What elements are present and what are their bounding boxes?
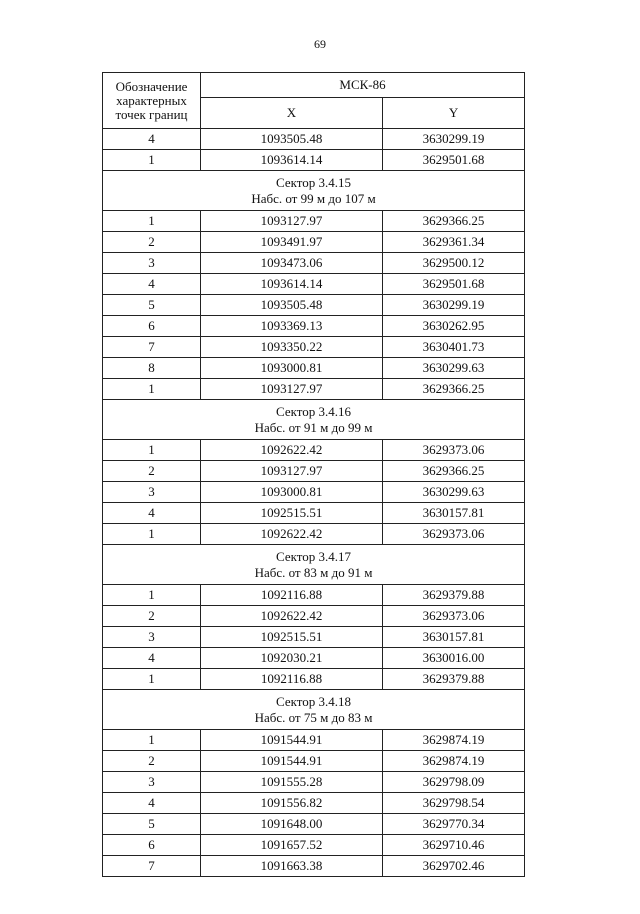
table-row <box>103 856 525 877</box>
x-coordinate-cell: 1093614.14 <box>201 150 383 171</box>
x-coordinate-cell: 1093473.06 <box>201 253 383 274</box>
table-row <box>103 585 525 606</box>
y-coordinate-cell: 3629702.46 <box>383 856 525 877</box>
y-coordinate-cell: 3629373.06 <box>383 440 525 461</box>
y-coordinate-cell: 3630157.81 <box>383 503 525 524</box>
y-coordinate-cell: 3629366.25 <box>383 379 525 400</box>
table-row <box>103 730 525 751</box>
table-row <box>103 772 525 793</box>
y-coordinate-cell: 3629379.88 <box>383 669 525 690</box>
y-coordinate-cell: 3629373.06 <box>383 606 525 627</box>
table-row <box>103 669 525 690</box>
x-coordinate-cell: 1093369.13 <box>201 316 383 337</box>
point-number-cell: 2 <box>103 606 201 627</box>
x-coordinate-cell: 1093000.81 <box>201 358 383 379</box>
point-number-cell: 3 <box>103 482 201 503</box>
point-number-cell: 5 <box>103 295 201 316</box>
table-row <box>103 295 525 316</box>
sector-elevation-range: Набс. от 83 м до 91 м <box>254 564 373 580</box>
point-number-cell: 6 <box>103 316 201 337</box>
x-coordinate-cell: 1091544.91 <box>201 730 383 751</box>
y-coordinate-cell: 3629710.46 <box>383 835 525 856</box>
table-row <box>103 316 525 337</box>
table-row <box>103 337 525 358</box>
x-column-header: X <box>201 98 383 129</box>
sector-header <box>103 545 525 585</box>
x-coordinate-cell: 1091648.00 <box>201 814 383 835</box>
point-number-cell: 7 <box>103 337 201 358</box>
sector-title: Сектор 3.4.15 <box>276 174 352 190</box>
point-number-cell: 1 <box>103 730 201 751</box>
x-coordinate-cell: 1093000.81 <box>201 482 383 503</box>
table-row <box>103 627 525 648</box>
page-number: 69 <box>314 37 326 51</box>
table-row <box>103 232 525 253</box>
y-coordinate-cell: 3629500.12 <box>383 253 525 274</box>
point-number-cell: 3 <box>103 627 201 648</box>
x-coordinate-cell: 1091555.28 <box>201 772 383 793</box>
x-coordinate-cell: 1093127.97 <box>201 461 383 482</box>
table-row <box>103 129 525 150</box>
table-row <box>103 274 525 295</box>
point-number-cell: 2 <box>103 232 201 253</box>
sector-header <box>103 400 525 440</box>
x-coordinate-cell: 1093127.97 <box>201 211 383 232</box>
coordinates-table <box>102 72 525 877</box>
coordinate-system-header: МСК-86 <box>201 73 525 98</box>
table-header <box>103 73 525 129</box>
point-number-cell: 4 <box>103 129 201 150</box>
table-row <box>103 379 525 400</box>
point-number-cell: 1 <box>103 669 201 690</box>
y-coordinate-cell: 3629366.25 <box>383 461 525 482</box>
table-row <box>103 358 525 379</box>
point-number-cell: 2 <box>103 461 201 482</box>
x-coordinate-cell: 1092622.42 <box>201 606 383 627</box>
x-coordinate-cell: 1093614.14 <box>201 274 383 295</box>
point-number-cell: 4 <box>103 503 201 524</box>
x-coordinate-cell: 1093127.97 <box>201 379 383 400</box>
y-coordinate-cell: 3629501.68 <box>383 150 525 171</box>
x-coordinate-cell: 1091544.91 <box>201 751 383 772</box>
x-coordinate-cell: 1091556.82 <box>201 793 383 814</box>
sector-header <box>103 171 525 211</box>
y-coordinate-cell: 3629874.19 <box>383 751 525 772</box>
point-number-cell: 3 <box>103 772 201 793</box>
y-coordinate-cell: 3629501.68 <box>383 274 525 295</box>
sector-header-row <box>103 690 525 730</box>
point-number-cell: 4 <box>103 648 201 669</box>
point-number-cell: 2 <box>103 751 201 772</box>
sector-title: Сектор 3.4.17 <box>276 548 352 564</box>
x-coordinate-cell: 1092116.88 <box>201 585 383 606</box>
sector-header-row <box>103 545 525 585</box>
point-designation-header: Обозначение характерных точек границ <box>103 73 201 129</box>
y-coordinate-cell: 3630016.00 <box>383 648 525 669</box>
table-row <box>103 150 525 171</box>
table-row <box>103 211 525 232</box>
point-number-cell: 4 <box>103 793 201 814</box>
sector-elevation-range: Набс. от 99 м до 107 м <box>251 190 376 206</box>
table-row <box>103 440 525 461</box>
y-coordinate-cell: 3629798.54 <box>383 793 525 814</box>
point-number-cell: 5 <box>103 814 201 835</box>
table-row <box>103 793 525 814</box>
point-number-cell: 1 <box>103 211 201 232</box>
x-coordinate-cell: 1091663.38 <box>201 856 383 877</box>
y-coordinate-cell: 3630262.95 <box>383 316 525 337</box>
y-coordinate-cell: 3629379.88 <box>383 585 525 606</box>
x-coordinate-cell: 1092030.21 <box>201 648 383 669</box>
table-row <box>103 751 525 772</box>
point-number-cell: 1 <box>103 150 201 171</box>
y-coordinate-cell: 3630401.73 <box>383 337 525 358</box>
table-row <box>103 253 525 274</box>
point-number-cell: 7 <box>103 856 201 877</box>
y-coordinate-cell: 3629366.25 <box>383 211 525 232</box>
point-number-cell: 6 <box>103 835 201 856</box>
point-number-cell: 8 <box>103 358 201 379</box>
point-number-cell: 1 <box>103 379 201 400</box>
x-coordinate-cell: 1092515.51 <box>201 503 383 524</box>
sector-title: Сектор 3.4.18 <box>276 693 352 709</box>
x-coordinate-cell: 1092515.51 <box>201 627 383 648</box>
point-number-cell: 1 <box>103 585 201 606</box>
point-number-cell: 3 <box>103 253 201 274</box>
table-row <box>103 461 525 482</box>
x-coordinate-cell: 1093505.48 <box>201 129 383 150</box>
y-coordinate-cell: 3629361.34 <box>383 232 525 253</box>
point-number-cell: 1 <box>103 524 201 545</box>
x-coordinate-cell: 1093350.22 <box>201 337 383 358</box>
sector-header <box>103 690 525 730</box>
x-coordinate-cell: 1091657.52 <box>201 835 383 856</box>
table-row <box>103 814 525 835</box>
table-row <box>103 606 525 627</box>
x-coordinate-cell: 1092116.88 <box>201 669 383 690</box>
table-row <box>103 503 525 524</box>
sector-elevation-range: Набс. от 91 м до 99 м <box>254 419 373 435</box>
table-row <box>103 835 525 856</box>
point-number-cell: 1 <box>103 440 201 461</box>
table-row <box>103 482 525 503</box>
x-coordinate-cell: 1093491.97 <box>201 232 383 253</box>
y-coordinate-cell: 3630157.81 <box>383 627 525 648</box>
y-coordinate-cell: 3629770.34 <box>383 814 525 835</box>
x-coordinate-cell: 1092622.42 <box>201 524 383 545</box>
table-row <box>103 648 525 669</box>
x-coordinate-cell: 1092622.42 <box>201 440 383 461</box>
y-coordinate-cell: 3630299.19 <box>383 129 525 150</box>
table-body <box>103 129 525 877</box>
y-coordinate-cell: 3629373.06 <box>383 524 525 545</box>
y-coordinate-cell: 3630299.63 <box>383 358 525 379</box>
y-coordinate-cell: 3629874.19 <box>383 730 525 751</box>
sector-elevation-range: Набс. от 75 м до 83 м <box>254 709 373 725</box>
point-number-cell: 4 <box>103 274 201 295</box>
y-coordinate-cell: 3630299.63 <box>383 482 525 503</box>
y-coordinate-cell: 3629798.09 <box>383 772 525 793</box>
sector-title: Сектор 3.4.16 <box>276 403 352 419</box>
y-column-header: Y <box>383 98 525 129</box>
x-coordinate-cell: 1093505.48 <box>201 295 383 316</box>
sector-header-row <box>103 400 525 440</box>
table-row <box>103 524 525 545</box>
sector-header-row <box>103 171 525 211</box>
y-coordinate-cell: 3630299.19 <box>383 295 525 316</box>
